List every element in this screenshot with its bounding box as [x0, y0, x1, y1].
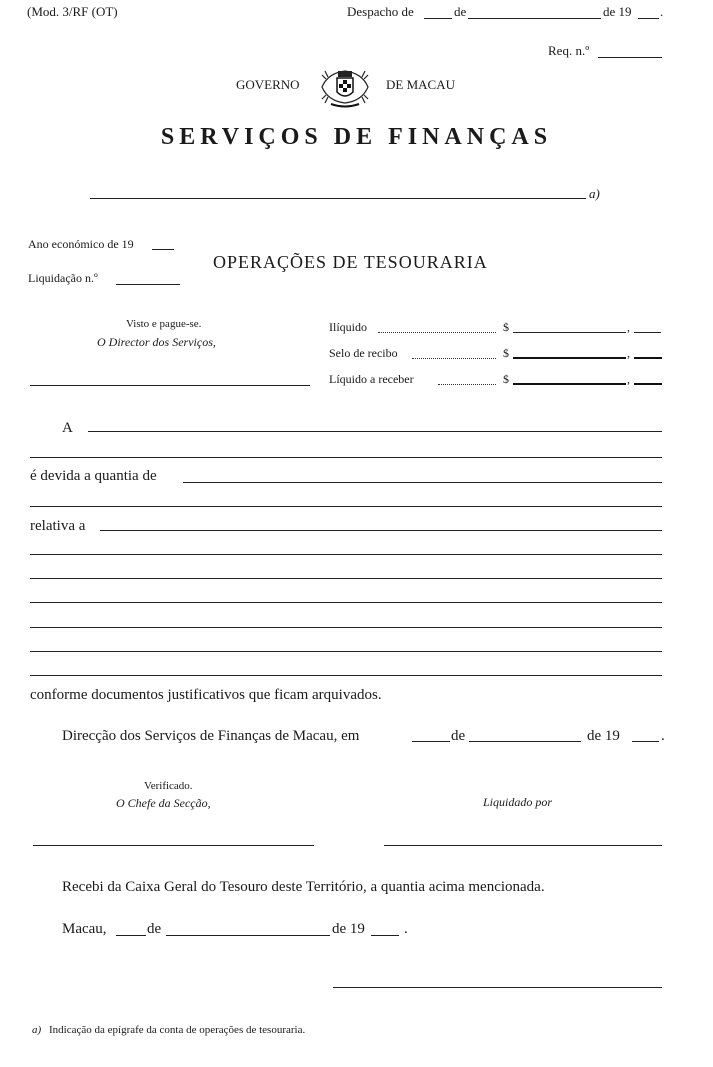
- receipt-day-field[interactable]: [116, 935, 146, 936]
- epigraph-marker: a): [589, 186, 600, 201]
- amount-owed-field-2[interactable]: [30, 506, 662, 507]
- amount-owed-field[interactable]: [183, 482, 662, 483]
- payee-field-2[interactable]: [30, 457, 662, 458]
- receipt-statement: Recebi da Caixa Geral do Tesouro deste Território, a quantia acima mencionada.: [62, 879, 545, 895]
- despacho-day-field[interactable]: [424, 18, 452, 19]
- selo-cents-field[interactable]: [634, 357, 662, 359]
- footnote-text: Indicação da epígrafe da conta de operações de tesouraria.: [49, 1024, 306, 1036]
- iliquido-leader: [378, 332, 496, 333]
- macau-date-label: Macau,: [62, 921, 107, 937]
- visto-label: Visto e pague-se.: [126, 318, 202, 330]
- selo-amount-field[interactable]: [513, 357, 626, 359]
- liquidation-number-field[interactable]: [116, 284, 180, 285]
- direction-month-field[interactable]: [469, 741, 581, 742]
- receipt-year-label: de 19: [332, 921, 365, 937]
- relating-field-2[interactable]: [30, 554, 662, 555]
- iliquido-label: Ilíquido: [329, 320, 367, 334]
- relating-label: relativa a: [30, 518, 86, 534]
- liquido-currency: $: [503, 372, 509, 386]
- epigraph-field[interactable]: [90, 198, 586, 199]
- despacho-year-field[interactable]: [638, 18, 659, 19]
- selo-leader: [412, 358, 496, 359]
- receipt-month-field[interactable]: [166, 935, 330, 936]
- director-label: O Director dos Serviços,: [97, 335, 216, 349]
- relating-field-7[interactable]: [30, 675, 662, 676]
- payee-label: A: [62, 420, 73, 436]
- payee-field[interactable]: [88, 431, 662, 432]
- coat-of-arms-icon: [318, 65, 372, 109]
- direction-date-label: Direcção dos Serviços de Finanças de Macau, em: [62, 728, 360, 744]
- relating-field-3[interactable]: [30, 578, 662, 579]
- despacho-label: Despacho de: [347, 4, 414, 19]
- direction-day-field[interactable]: [412, 741, 450, 742]
- verified-label: Verificado.: [144, 780, 193, 792]
- relating-field-5[interactable]: [30, 627, 662, 628]
- liquido-comma: ,: [627, 372, 630, 386]
- direction-year-field[interactable]: [632, 741, 659, 742]
- section-chief-signature-field[interactable]: [33, 845, 314, 846]
- footnote-marker: a): [32, 1024, 42, 1036]
- iliquido-cents-field[interactable]: [634, 332, 661, 333]
- direction-de-label: de: [451, 728, 466, 744]
- section-chief-label: O Chefe da Secção,: [116, 796, 211, 810]
- iliquido-comma: ,: [627, 320, 630, 334]
- receipt-year-field[interactable]: [371, 935, 399, 936]
- liquido-cents-field[interactable]: [634, 383, 662, 385]
- direction-year-label: de 19: [587, 728, 620, 744]
- liquido-amount-field[interactable]: [513, 383, 626, 385]
- relating-field[interactable]: [100, 530, 662, 531]
- liquidator-signature-field[interactable]: [384, 845, 662, 846]
- despacho-de-label: de: [454, 4, 467, 19]
- despacho-year-label: de 19: [603, 4, 632, 19]
- despacho-period: .: [660, 4, 664, 19]
- amount-owed-label: é devida a quantia de: [30, 468, 157, 484]
- relating-field-6[interactable]: [30, 651, 662, 652]
- model-code: (Mod. 3/RF (OT): [27, 4, 118, 19]
- receipt-de-label: de: [147, 921, 162, 937]
- direction-period: .: [661, 728, 665, 744]
- selo-currency: $: [503, 346, 509, 360]
- form-subtitle: OPERAÇÕES DE TESOURARIA: [213, 252, 488, 272]
- government-left: GOVERNO: [236, 77, 300, 92]
- page-title: SERVIÇOS DE FINANÇAS: [160, 124, 553, 150]
- selo-comma: ,: [627, 346, 630, 360]
- fiscal-year-label: Ano económico de 19: [28, 237, 134, 251]
- selo-label: Selo de recibo: [329, 346, 398, 360]
- liquido-leader: [438, 384, 496, 385]
- req-number-field[interactable]: [598, 57, 662, 58]
- government-right: DE MACAU: [386, 77, 455, 92]
- liquido-label: Líquido a receber: [329, 372, 414, 386]
- supporting-docs-text: conforme documentos justificativos que ficam arquivados.: [30, 687, 382, 703]
- receipt-signature-field[interactable]: [333, 987, 662, 988]
- director-signature-field[interactable]: [30, 385, 310, 386]
- iliquido-currency: $: [503, 320, 509, 334]
- fiscal-year-field[interactable]: [152, 249, 174, 250]
- req-label: Req. n.º: [548, 43, 590, 58]
- iliquido-amount-field[interactable]: [513, 332, 626, 333]
- liquidated-by-label: Liquidado por: [483, 795, 553, 809]
- despacho-month-field[interactable]: [468, 18, 601, 19]
- receipt-period: .: [404, 921, 408, 937]
- relating-field-4[interactable]: [30, 602, 662, 603]
- liquidation-label: Liquidação n.º: [28, 271, 98, 285]
